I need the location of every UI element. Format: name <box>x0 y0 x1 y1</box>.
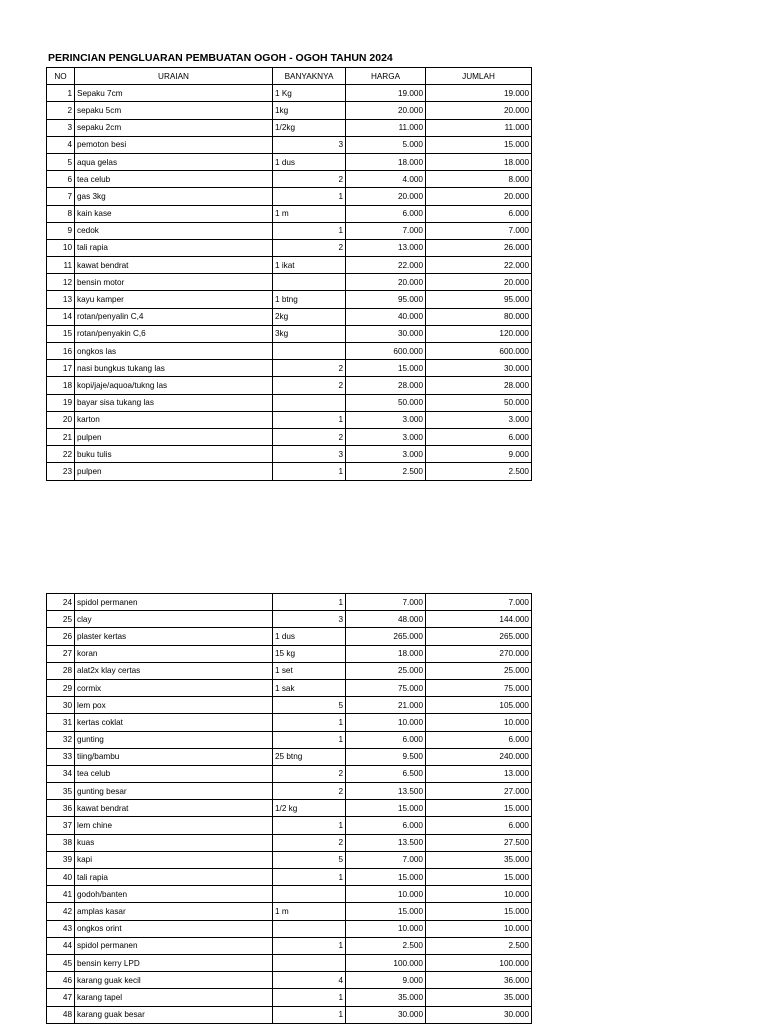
row-banyaknya <box>273 886 346 903</box>
row-harga: 15.000 <box>346 800 426 817</box>
row-banyaknya <box>273 920 346 937</box>
header-banyaknya: BANYAKNYA <box>273 68 346 85</box>
table-row <box>47 594 532 611</box>
row-uraian: plaster kertas <box>75 628 273 645</box>
row-jumlah: 11.000 <box>426 119 532 136</box>
row-no: 38 <box>47 834 75 851</box>
header-uraian: URAIAN <box>75 68 273 85</box>
row-jumlah: 15.000 <box>426 903 532 920</box>
row-banyaknya: 1 btng <box>273 291 346 308</box>
table-row <box>47 972 532 989</box>
row-banyaknya: 1/2 kg <box>273 800 346 817</box>
row-harga: 7.000 <box>346 851 426 868</box>
row-banyaknya: 2 <box>273 834 346 851</box>
table-row <box>47 783 532 800</box>
table-row <box>47 377 532 394</box>
row-banyaknya: 1 <box>273 869 346 886</box>
row-harga: 15.000 <box>346 869 426 886</box>
row-jumlah: 10.000 <box>426 714 532 731</box>
row-uraian: rotan/penyakin C,6 <box>75 325 273 342</box>
row-uraian: sepaku 5cm <box>75 102 273 119</box>
table-row <box>47 989 532 1006</box>
row-banyaknya <box>273 343 346 360</box>
row-jumlah: 20.000 <box>426 188 532 205</box>
row-no: 32 <box>47 731 75 748</box>
row-harga: 6.000 <box>346 817 426 834</box>
row-harga: 265.000 <box>346 628 426 645</box>
table-row <box>47 343 532 360</box>
row-jumlah: 240.000 <box>426 748 532 765</box>
table-row <box>47 628 532 645</box>
row-uraian: cormix <box>75 679 273 696</box>
row-uraian: gunting <box>75 731 273 748</box>
table-row <box>47 239 532 256</box>
row-jumlah: 7.000 <box>426 594 532 611</box>
table-row <box>47 645 532 662</box>
row-uraian: godoh/banten <box>75 886 273 903</box>
row-banyaknya: 1 sak <box>273 679 346 696</box>
table-row <box>47 205 532 222</box>
row-jumlah: 600.000 <box>426 343 532 360</box>
row-no: 10 <box>47 239 75 256</box>
row-harga: 2.500 <box>346 937 426 954</box>
row-uraian: spidol permanen <box>75 937 273 954</box>
row-harga: 13.500 <box>346 834 426 851</box>
row-banyaknya: 1 m <box>273 903 346 920</box>
row-no: 15 <box>47 325 75 342</box>
row-uraian: kain kase <box>75 205 273 222</box>
row-uraian: karang tapel <box>75 989 273 1006</box>
row-jumlah: 265.000 <box>426 628 532 645</box>
row-banyaknya: 15 kg <box>273 645 346 662</box>
row-uraian: karang guak besar <box>75 1006 273 1023</box>
row-uraian: sepaku 2cm <box>75 119 273 136</box>
row-banyaknya: 1 <box>273 411 346 428</box>
row-banyaknya: 25 btng <box>273 748 346 765</box>
table-row <box>47 937 532 954</box>
row-harga: 28.000 <box>346 377 426 394</box>
row-banyaknya: 1 <box>273 937 346 954</box>
row-no: 22 <box>47 446 75 463</box>
row-jumlah: 8.000 <box>426 171 532 188</box>
row-jumlah: 105.000 <box>426 697 532 714</box>
row-uraian: pulpen <box>75 428 273 445</box>
row-uraian: spidol permanen <box>75 594 273 611</box>
row-jumlah: 2.500 <box>426 937 532 954</box>
table-row <box>47 851 532 868</box>
table-row <box>47 394 532 411</box>
row-banyaknya: 1 <box>273 463 346 480</box>
row-no: 5 <box>47 153 75 170</box>
table-header-row <box>47 68 532 85</box>
row-jumlah: 30.000 <box>426 1006 532 1023</box>
row-banyaknya <box>273 954 346 971</box>
row-no: 28 <box>47 662 75 679</box>
row-banyaknya: 2 <box>273 360 346 377</box>
row-jumlah: 7.000 <box>426 222 532 239</box>
row-no: 42 <box>47 903 75 920</box>
row-banyaknya: 1 Kg <box>273 85 346 102</box>
row-jumlah: 15.000 <box>426 800 532 817</box>
row-jumlah: 20.000 <box>426 274 532 291</box>
row-banyaknya: 2kg <box>273 308 346 325</box>
row-harga: 25.000 <box>346 662 426 679</box>
row-jumlah: 15.000 <box>426 136 532 153</box>
row-banyaknya: 3 <box>273 611 346 628</box>
row-banyaknya: 1 ikat <box>273 257 346 274</box>
table-row <box>47 834 532 851</box>
row-jumlah: 270.000 <box>426 645 532 662</box>
row-jumlah: 100.000 <box>426 954 532 971</box>
table-row <box>47 291 532 308</box>
document-title: PERINCIAN PENGLUARAN PEMBUATAN OGOH - OGOH TAHUN 2024 <box>48 52 393 64</box>
row-uraian: tali rapia <box>75 869 273 886</box>
table-row <box>47 1006 532 1023</box>
row-jumlah: 6.000 <box>426 205 532 222</box>
table-row <box>47 222 532 239</box>
row-uraian: kawat bendrat <box>75 800 273 817</box>
row-uraian: rotan/penyalin C,4 <box>75 308 273 325</box>
expense-table-part-1 <box>46 67 532 481</box>
row-no: 1 <box>47 85 75 102</box>
row-harga: 6.000 <box>346 731 426 748</box>
row-jumlah: 27.500 <box>426 834 532 851</box>
table-row <box>47 920 532 937</box>
row-uraian: kuas <box>75 834 273 851</box>
row-harga: 7.000 <box>346 222 426 239</box>
row-harga: 30.000 <box>346 325 426 342</box>
row-harga: 30.000 <box>346 1006 426 1023</box>
row-harga: 13.500 <box>346 783 426 800</box>
row-harga: 11.000 <box>346 119 426 136</box>
table-row <box>47 446 532 463</box>
table-row <box>47 153 532 170</box>
row-no: 2 <box>47 102 75 119</box>
row-no: 3 <box>47 119 75 136</box>
row-no: 20 <box>47 411 75 428</box>
row-harga: 3.000 <box>346 411 426 428</box>
row-harga: 2.500 <box>346 463 426 480</box>
row-uraian: kawat bendrat <box>75 257 273 274</box>
row-uraian: lem pox <box>75 697 273 714</box>
row-harga: 7.000 <box>346 594 426 611</box>
row-banyaknya: 1 <box>273 817 346 834</box>
row-harga: 18.000 <box>346 645 426 662</box>
row-no: 33 <box>47 748 75 765</box>
row-no: 12 <box>47 274 75 291</box>
row-jumlah: 75.000 <box>426 679 532 696</box>
row-banyaknya <box>273 394 346 411</box>
row-banyaknya: 1 <box>273 1006 346 1023</box>
table-row <box>47 308 532 325</box>
row-no: 27 <box>47 645 75 662</box>
row-harga: 18.000 <box>346 153 426 170</box>
row-harga: 20.000 <box>346 274 426 291</box>
table-row <box>47 748 532 765</box>
row-jumlah: 22.000 <box>426 257 532 274</box>
row-jumlah: 18.000 <box>426 153 532 170</box>
row-harga: 95.000 <box>346 291 426 308</box>
row-no: 40 <box>47 869 75 886</box>
row-banyaknya <box>273 274 346 291</box>
row-harga: 6.000 <box>346 205 426 222</box>
row-jumlah: 6.000 <box>426 731 532 748</box>
row-jumlah: 6.000 <box>426 817 532 834</box>
row-banyaknya: 1/2kg <box>273 119 346 136</box>
row-uraian: kertas coklat <box>75 714 273 731</box>
row-no: 21 <box>47 428 75 445</box>
table-row <box>47 903 532 920</box>
row-uraian: cedok <box>75 222 273 239</box>
row-no: 17 <box>47 360 75 377</box>
table-row <box>47 886 532 903</box>
table-row <box>47 611 532 628</box>
table-row <box>47 662 532 679</box>
table-row <box>47 954 532 971</box>
table-row <box>47 800 532 817</box>
row-uraian: pemoton besi <box>75 136 273 153</box>
table-row <box>47 817 532 834</box>
row-uraian: bensin motor <box>75 274 273 291</box>
row-no: 8 <box>47 205 75 222</box>
table-row <box>47 411 532 428</box>
row-jumlah: 36.000 <box>426 972 532 989</box>
table-row <box>47 274 532 291</box>
row-banyaknya: 3 <box>273 446 346 463</box>
row-uraian: gunting besar <box>75 783 273 800</box>
row-jumlah: 13.000 <box>426 765 532 782</box>
row-no: 31 <box>47 714 75 731</box>
row-no: 39 <box>47 851 75 868</box>
row-uraian: amplas kasar <box>75 903 273 920</box>
row-jumlah: 95.000 <box>426 291 532 308</box>
row-banyaknya: 2 <box>273 239 346 256</box>
row-no: 34 <box>47 765 75 782</box>
row-uraian: ongkos las <box>75 343 273 360</box>
row-jumlah: 120.000 <box>426 325 532 342</box>
row-banyaknya: 1 <box>273 188 346 205</box>
table-row <box>47 697 532 714</box>
row-uraian: alat2x klay certas <box>75 662 273 679</box>
row-harga: 10.000 <box>346 714 426 731</box>
row-jumlah: 10.000 <box>426 920 532 937</box>
row-uraian: koran <box>75 645 273 662</box>
row-banyaknya: 5 <box>273 851 346 868</box>
row-banyaknya: 1 <box>273 989 346 1006</box>
row-no: 6 <box>47 171 75 188</box>
row-no: 29 <box>47 679 75 696</box>
row-harga: 35.000 <box>346 989 426 1006</box>
row-uraian: karang guak kecil <box>75 972 273 989</box>
row-no: 7 <box>47 188 75 205</box>
row-banyaknya: 5 <box>273 697 346 714</box>
row-jumlah: 144.000 <box>426 611 532 628</box>
row-banyaknya: 2 <box>273 783 346 800</box>
header-no: NO <box>47 68 75 85</box>
row-uraian: kapi <box>75 851 273 868</box>
row-harga: 600.000 <box>346 343 426 360</box>
row-uraian: Sepaku 7cm <box>75 85 273 102</box>
row-harga: 50.000 <box>346 394 426 411</box>
header-jumlah: JUMLAH <box>426 68 532 85</box>
row-harga: 6.500 <box>346 765 426 782</box>
table-row <box>47 428 532 445</box>
row-no: 30 <box>47 697 75 714</box>
row-harga: 3.000 <box>346 446 426 463</box>
row-uraian: buku tulis <box>75 446 273 463</box>
row-harga: 5.000 <box>346 136 426 153</box>
row-jumlah: 50.000 <box>426 394 532 411</box>
table-row <box>47 102 532 119</box>
row-banyaknya: 1 dus <box>273 628 346 645</box>
row-harga: 15.000 <box>346 903 426 920</box>
row-banyaknya: 1 <box>273 594 346 611</box>
row-uraian: nasi bungkus tukang las <box>75 360 273 377</box>
table-row <box>47 679 532 696</box>
row-harga: 40.000 <box>346 308 426 325</box>
row-no: 18 <box>47 377 75 394</box>
row-banyaknya: 1 set <box>273 662 346 679</box>
row-uraian: kayu kamper <box>75 291 273 308</box>
row-uraian: tea celub <box>75 765 273 782</box>
row-jumlah: 26.000 <box>426 239 532 256</box>
row-harga: 20.000 <box>346 102 426 119</box>
row-jumlah: 10.000 <box>426 886 532 903</box>
row-jumlah: 28.000 <box>426 377 532 394</box>
row-uraian: bayar sisa tukang las <box>75 394 273 411</box>
row-uraian: lem chine <box>75 817 273 834</box>
row-uraian: tiing/bambu <box>75 748 273 765</box>
row-no: 41 <box>47 886 75 903</box>
row-jumlah: 3.000 <box>426 411 532 428</box>
row-banyaknya: 1kg <box>273 102 346 119</box>
row-no: 24 <box>47 594 75 611</box>
row-no: 48 <box>47 1006 75 1023</box>
row-banyaknya: 1 <box>273 731 346 748</box>
row-banyaknya: 1 <box>273 714 346 731</box>
row-jumlah: 27.000 <box>426 783 532 800</box>
row-no: 43 <box>47 920 75 937</box>
row-harga: 19.000 <box>346 85 426 102</box>
row-banyaknya: 3 <box>273 136 346 153</box>
row-no: 47 <box>47 989 75 1006</box>
row-no: 37 <box>47 817 75 834</box>
table-row <box>47 119 532 136</box>
row-harga: 9.500 <box>346 748 426 765</box>
row-no: 4 <box>47 136 75 153</box>
table-row <box>47 188 532 205</box>
row-no: 16 <box>47 343 75 360</box>
row-no: 14 <box>47 308 75 325</box>
row-uraian: tali rapia <box>75 239 273 256</box>
row-uraian: clay <box>75 611 273 628</box>
row-no: 23 <box>47 463 75 480</box>
row-no: 9 <box>47 222 75 239</box>
row-harga: 10.000 <box>346 920 426 937</box>
row-banyaknya: 2 <box>273 171 346 188</box>
row-no: 46 <box>47 972 75 989</box>
row-jumlah: 19.000 <box>426 85 532 102</box>
row-jumlah: 80.000 <box>426 308 532 325</box>
row-jumlah: 25.000 <box>426 662 532 679</box>
row-uraian: bensin kerry LPD <box>75 954 273 971</box>
row-no: 19 <box>47 394 75 411</box>
row-banyaknya: 2 <box>273 428 346 445</box>
row-jumlah: 35.000 <box>426 851 532 868</box>
row-harga: 75.000 <box>346 679 426 696</box>
row-jumlah: 30.000 <box>426 360 532 377</box>
row-uraian: gas 3kg <box>75 188 273 205</box>
row-banyaknya: 3kg <box>273 325 346 342</box>
expense-table-part-2 <box>46 593 532 1024</box>
row-banyaknya: 1 <box>273 222 346 239</box>
table-row <box>47 257 532 274</box>
table-row <box>47 731 532 748</box>
row-harga: 10.000 <box>346 886 426 903</box>
table-row <box>47 869 532 886</box>
row-harga: 20.000 <box>346 188 426 205</box>
row-harga: 13.000 <box>346 239 426 256</box>
row-harga: 48.000 <box>346 611 426 628</box>
row-harga: 22.000 <box>346 257 426 274</box>
table-row <box>47 171 532 188</box>
table-row <box>47 325 532 342</box>
row-banyaknya: 1 m <box>273 205 346 222</box>
row-jumlah: 35.000 <box>426 989 532 1006</box>
row-harga: 9.000 <box>346 972 426 989</box>
row-jumlah: 9.000 <box>426 446 532 463</box>
row-uraian: ongkos orint <box>75 920 273 937</box>
row-no: 25 <box>47 611 75 628</box>
row-uraian: pulpen <box>75 463 273 480</box>
table-row <box>47 85 532 102</box>
row-jumlah: 20.000 <box>426 102 532 119</box>
row-uraian: kopi/jaje/aquoa/tukng las <box>75 377 273 394</box>
row-banyaknya: 1 dus <box>273 153 346 170</box>
header-harga: HARGA <box>346 68 426 85</box>
row-harga: 15.000 <box>346 360 426 377</box>
row-no: 13 <box>47 291 75 308</box>
table-row <box>47 136 532 153</box>
row-no: 35 <box>47 783 75 800</box>
table-row <box>47 463 532 480</box>
row-uraian: aqua gelas <box>75 153 273 170</box>
row-no: 44 <box>47 937 75 954</box>
row-no: 36 <box>47 800 75 817</box>
row-no: 11 <box>47 257 75 274</box>
row-banyaknya: 2 <box>273 377 346 394</box>
table-row <box>47 765 532 782</box>
row-jumlah: 6.000 <box>426 428 532 445</box>
row-jumlah: 2.500 <box>426 463 532 480</box>
row-harga: 4.000 <box>346 171 426 188</box>
row-uraian: tea celub <box>75 171 273 188</box>
row-harga: 3.000 <box>346 428 426 445</box>
row-harga: 100.000 <box>346 954 426 971</box>
row-jumlah: 15.000 <box>426 869 532 886</box>
table-row <box>47 714 532 731</box>
row-uraian: karton <box>75 411 273 428</box>
row-no: 26 <box>47 628 75 645</box>
row-banyaknya: 2 <box>273 765 346 782</box>
row-no: 45 <box>47 954 75 971</box>
table-row <box>47 360 532 377</box>
row-banyaknya: 4 <box>273 972 346 989</box>
row-harga: 21.000 <box>346 697 426 714</box>
